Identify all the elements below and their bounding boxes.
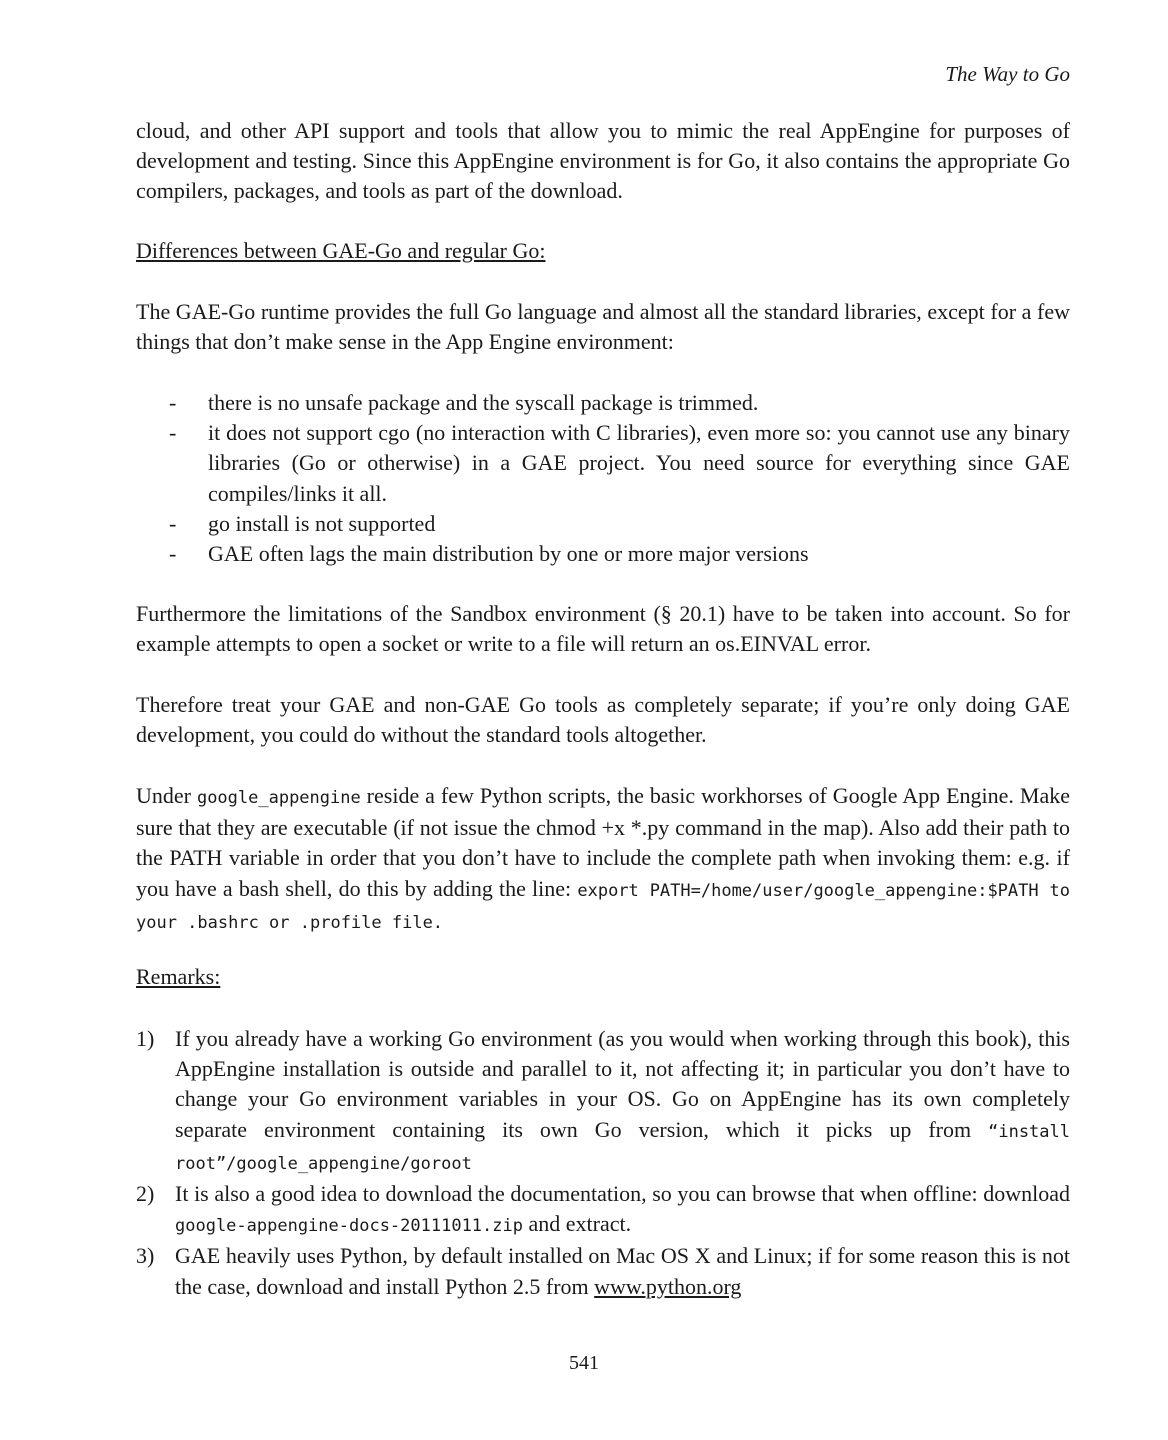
inline-code: google_appengine [196, 788, 361, 808]
remarks-list [136, 1024, 1070, 1302]
section-heading: Differences between GAE-Go and regular Go: [136, 238, 546, 263]
list-item-suffix: and extract. [523, 1211, 632, 1237]
differences-intro-text: The GAE-Go runtime provides the full Go language and almost all the standard libraries, except for a few things that don’t make sense in the App Engine environment: [136, 299, 1070, 355]
differences-intro [136, 297, 1070, 357]
differences-list [136, 388, 1070, 569]
page-number: 541 [569, 1352, 599, 1374]
inline-code: google-appengine-docs-20111011.zip [175, 1216, 523, 1237]
inline-code: export PATH=/home/user/google_appengine:$PATH to your .bashrc or .profile file. [136, 880, 1071, 933]
intro-text: cloud, and other API support and tools that allow you to mimic the real AppEngine for purposes of development and testing. Since this AppEngine environment is for Go, it also contains the appropriate Go compilers, packages, and tools as part of the download. [136, 118, 1070, 204]
list-item [136, 509, 1070, 539]
list-item-text: If you already have a working Go environment (as you would when working through this book), this AppEngine installation is outside and parallel to it, not affecting it; in particular you don’t have to change your Go environment variables in your OS. Go on AppEngine has its own completely separate environment containing its own Go version, which it picks up from [175, 1026, 1070, 1142]
list-item [136, 388, 1070, 418]
list-marker: 1) [136, 1026, 155, 1051]
inline-code: “install root”/google_appengine/goroot [175, 1121, 1070, 1174]
list-item [136, 1024, 1070, 1179]
list-item [136, 1179, 1070, 1241]
dash-bullet: - [169, 510, 177, 536]
remarks-heading [136, 962, 1070, 992]
list-item [136, 1241, 1070, 1301]
under-paragraph [136, 781, 1070, 938]
furthermore-text: Furthermore the limitations of the Sandbox environment (§ 20.1) have to be taken into account. So for example attempts to open a socket or write to a file will return an os.EINVAL error. [136, 601, 1070, 657]
section-heading: Remarks: [136, 964, 221, 989]
list-item [136, 539, 1070, 569]
list-item-text: there is no unsafe package and the syscall package is trimmed. [208, 390, 759, 415]
list-item-text: GAE often lags the main distribution by one or more major versions [208, 541, 809, 567]
differences-heading [136, 236, 1070, 266]
list-marker: 3) [136, 1243, 155, 1269]
under-prefix: Under [136, 783, 197, 808]
dash-bullet: - [169, 390, 177, 415]
list-item [136, 418, 1070, 509]
list-marker: 2) [136, 1181, 155, 1207]
therefore-paragraph [136, 690, 1070, 750]
list-item-text: It is also a good idea to download the documentation, so you can browse that when offline: download [175, 1181, 1070, 1207]
dash-bullet: - [169, 420, 177, 446]
list-item-text: go install is not supported [208, 510, 436, 536]
list-item-text: GAE heavily uses Python, by default installed on Mac OS X and Linux; if for some reason this is not the case, download and install Python 2.5 from [175, 1243, 1070, 1299]
therefore-text: Therefore treat your GAE and non-GAE Go tools as completely separate; if you’re only doing GAE development, you could do without the standard tools altogether. [136, 692, 1070, 748]
furthermore-paragraph [136, 599, 1070, 659]
list-item-text: it does not support cgo (no interaction with C libraries), even more so: you cannot use any binary libraries (Go or otherwise) in a GAE project. You need source for everything since GAE compiles/links it all. [208, 420, 1070, 506]
dash-bullet: - [169, 541, 177, 567]
under-middle: reside a few Python scripts, the basic workhorses of Google App Engine. Make sure that they are executable (if not issue the chmod +x *.py command in the map). Also add their path to the PATH variable in order that you don’t have to include the complete path when invoking them: e.g. if you have a bash shell, do this by adding the line: [136, 783, 1070, 901]
python-org-link[interactable]: www.python.org [594, 1273, 742, 1299]
intro-paragraph [136, 116, 1070, 207]
running-head: The Way to Go [945, 62, 1070, 86]
